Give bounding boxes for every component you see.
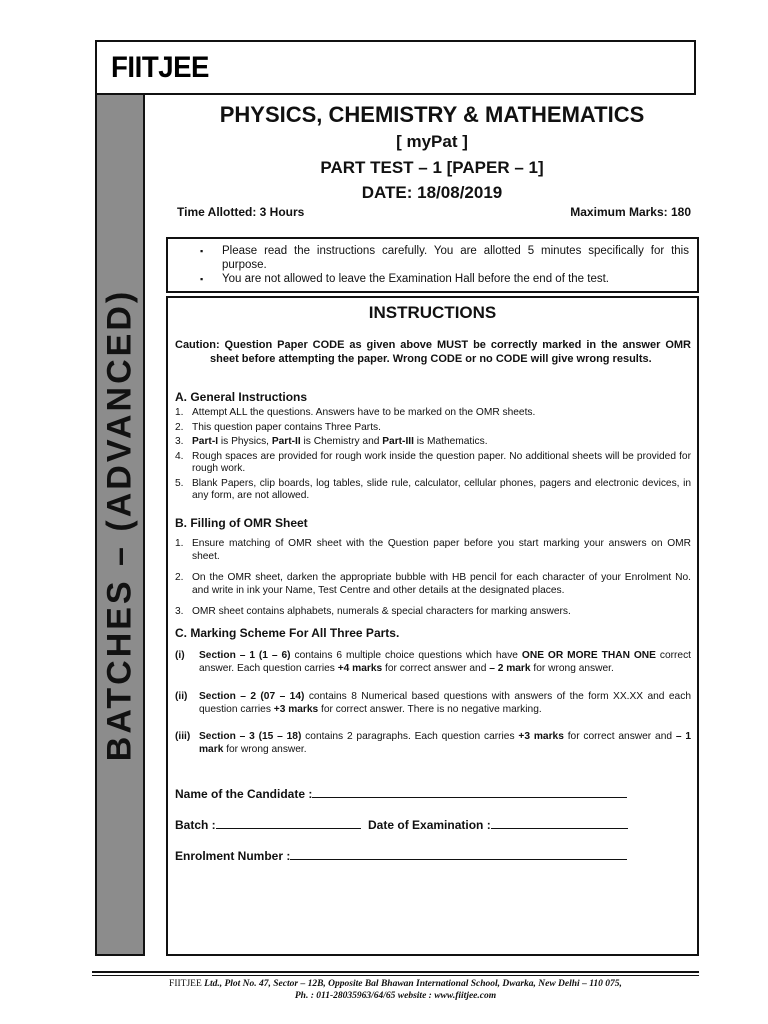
- instructions-title: INSTRUCTIONS: [368, 303, 497, 322]
- header-frame: [95, 40, 696, 95]
- subjects-title: PHYSICS, CHEMISTRY & MATHEMATICS: [219, 102, 645, 127]
- list-item: 5. Blank Papers, clip boards, log tables, slide rule, calculator, cellular phones, pagers and electronic devices, in any form, are not allowed.: [175, 477, 691, 501]
- general-instructions-list: [175, 407, 691, 503]
- instructions-box: [166, 296, 699, 956]
- footer-divider: [92, 975, 699, 976]
- footer-line-1: FIITJEE Ltd., Plot No. 47, Sector – 12B, Opposite Bal Bhawan International School, Dwarka, New Delhi – 110 075,: [169, 979, 622, 989]
- list-item: 3. OMR sheet contains alphabets, numerals & special characters for marking answers.: [175, 606, 571, 617]
- enrolment-number-label: Enrolment Number :: [175, 849, 291, 863]
- marking-section-1: (i) Section – 1 (1 – 6) contains 6 multiple choice questions which have ONE OR MORE THAN ONE correct answer. Each question carries +4 marks for correct answer and – 2 mark for wrong answer.: [175, 650, 692, 674]
- batch-label: Batch :: [175, 818, 216, 832]
- omr-heading: B. Filling of OMR Sheet: [175, 516, 308, 530]
- batch-line[interactable]: [216, 816, 361, 829]
- notice-box: [166, 237, 699, 293]
- caution-text: Caution: Question Paper CODE as given above MUST be correctly marked in the answer OMR sheet before attempting the paper. Wrong CODE or no CODE will give wrong results.: [175, 339, 691, 365]
- date-of-examination-label: Date of Examination :: [368, 818, 491, 832]
- list-item: 2. On the OMR sheet, darken the appropriate bubble with HB pencil for each character of your Enrolment No. and write in ink your Name, Test Centre and other details at the designated places.: [175, 572, 691, 596]
- notice-item: ▪ You are not allowed to leave the Examination Hall before the end of the test.: [222, 272, 689, 286]
- notice-item: ▪ Please read the instructions carefully. You are allotted 5 minutes specifically for this purpose.: [222, 244, 689, 272]
- candidate-name-line[interactable]: [312, 785, 627, 798]
- test-title: PART TEST – 1 [PAPER – 1]: [320, 158, 544, 177]
- footer-divider: [92, 971, 699, 973]
- candidate-name-label: Name of the Candidate :: [175, 787, 313, 801]
- footer-address: [92, 978, 699, 1002]
- list-item: 4. Rough spaces are provided for rough work inside the question paper. No additional sheets will be provided for rough work.: [175, 450, 691, 474]
- footer-brand: FIITJEE: [169, 979, 202, 989]
- list-item: 1. Attempt ALL the questions. Answers have to be marked on the OMR sheets.: [175, 407, 536, 418]
- platform-label: [ myPat ]: [396, 132, 468, 151]
- marking-section-3: (iii) Section – 3 (15 – 18) contains 2 paragraphs. Each question carries +3 marks for correct answer and – 1 mark for wrong answer.: [175, 731, 691, 755]
- omr-instructions-list: [175, 538, 691, 619]
- maximum-marks: Maximum Marks: 180: [570, 205, 691, 219]
- list-item: 3. Part-I is Physics, Part-II is Chemistry and Part-III is Mathematics.: [175, 436, 488, 447]
- enrolment-number-field[interactable]: [175, 847, 627, 863]
- sidebar-batch-label: BATCHES – (ADVANCED): [100, 288, 139, 761]
- list-item: 2. This question paper contains Three Parts.: [175, 421, 381, 433]
- marking-scheme-heading: C. Marking Scheme For All Three Parts.: [175, 626, 400, 640]
- candidate-name-field[interactable]: [175, 785, 627, 801]
- time-allotted: Time Allotted: 3 Hours: [177, 205, 305, 219]
- fiitjee-logo: FIITJEE: [111, 51, 210, 84]
- sidebar-batch-strip: [95, 95, 145, 956]
- enrolment-number-line[interactable]: [290, 847, 627, 860]
- date-of-examination-line[interactable]: [491, 816, 628, 829]
- marking-section-2: (ii) Section – 2 (07 – 14) contains 8 Numerical based questions with answers of the form XX.XX and each question carries +3 marks for correct answer. There is no negative marking.: [175, 691, 691, 715]
- general-instructions-heading: A. General Instructions: [175, 390, 308, 404]
- list-item: 1. Ensure matching of OMR sheet with the Question paper before you start marking your answers on OMR sheet.: [175, 538, 691, 562]
- footer-line-2: Ph. : 011-28035963/64/65 website : www.fiitjee.com: [294, 991, 497, 1001]
- test-date: DATE: 18/08/2019: [361, 183, 503, 202]
- batch-field[interactable]: [175, 816, 628, 832]
